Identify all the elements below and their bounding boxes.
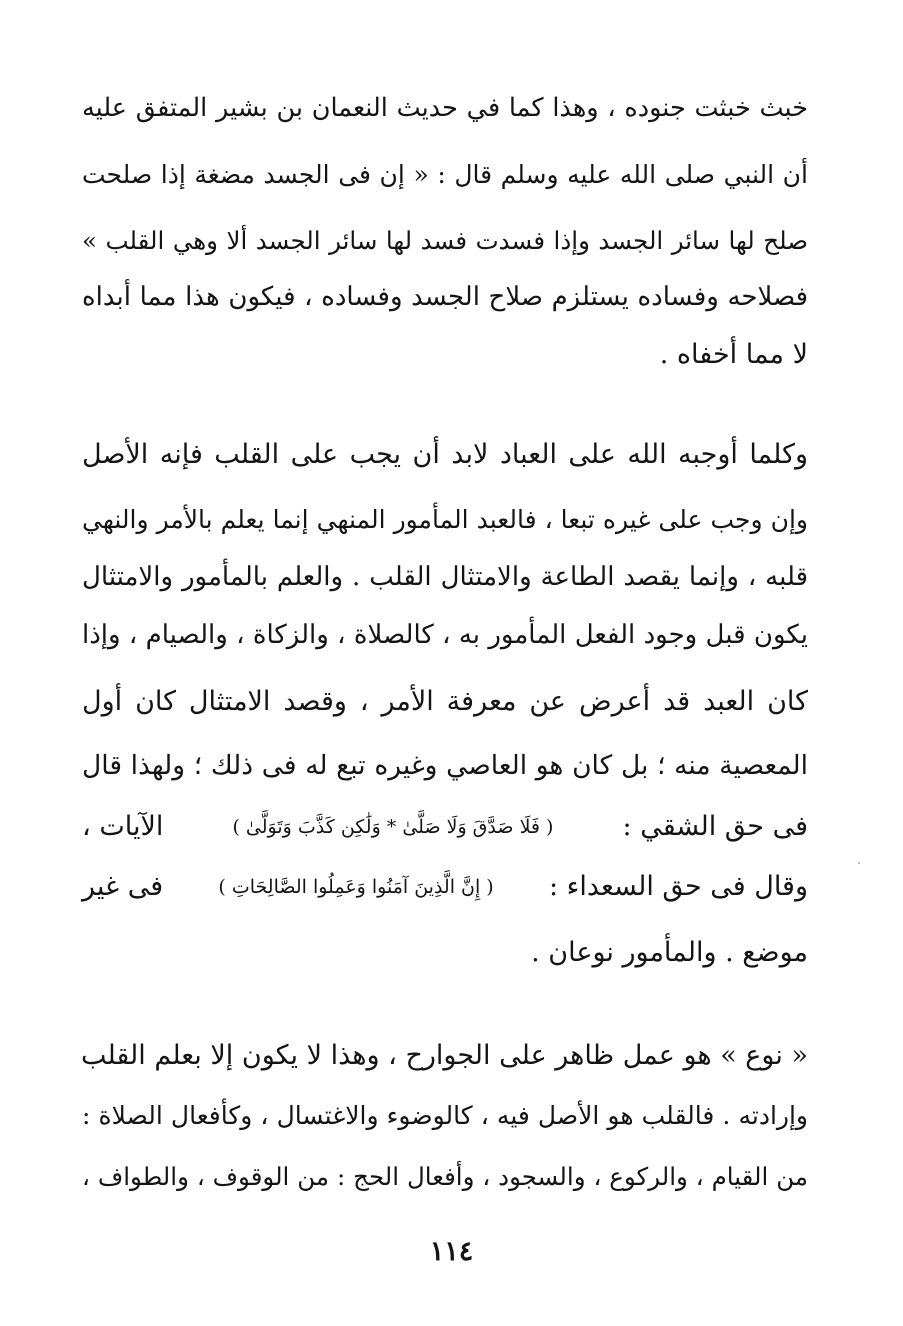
text-line: وكلما أوجبه الله على العباد لابد أن يجب على القلب فإنه الأصل: [82, 439, 808, 470]
text-line: من القيام ، والركوع ، والسجود ، وأفعال الحج : من الوقوف ، والطواف ،: [82, 1162, 808, 1191]
verse-tail: الآيات ،: [82, 811, 164, 842]
scan-speck: [858, 862, 860, 864]
page-number: ١١٤: [429, 1236, 474, 1267]
text-line: كان العبد قد أعرض عن معرفة الأمر ، وقصد الامتثال كان أول: [82, 686, 808, 717]
text-line: المعصية منه ؛ بل كان هو العاصي وغيره تبع له فى ذلك ؛ ولهذا قال: [82, 750, 808, 781]
text-line: فصلاحه وفساده يستلزم صلاح الجسد وفساده ، فيكون هذا مما أبداه: [82, 282, 808, 312]
text-line: « نوع » هو عمل ظاهر على الجوارح ، وهذا لا يكون إلا بعلم القلب: [80, 1040, 808, 1071]
quran-quote: ( فَلَا صَدَّقَ وَلَا صَلَّىٰ * وَلَٰكِن كَذَّبَ وَتَوَلَّىٰ ): [232, 816, 554, 838]
verse-lead: فى حق الشقي :: [622, 811, 808, 842]
text-line: صلح لها سائر الجسد وإذا فسدت فسد لها سائر الجسد ألا وهي القلب »: [82, 226, 808, 255]
verse-tail: فى غير: [82, 871, 164, 902]
text-line: وإن وجب على غيره تبعا ، فالعبد المأمور المنهي إنما يعلم بالأمر والنهي: [82, 505, 808, 534]
quran-quote: ( إِنَّ الَّذِينَ آمَنُوا وَعَمِلُوا الصَّالِحَاتِ ): [218, 876, 494, 898]
text-line: قلبه ، وإنما يقصد الطاعة والامتثال القلب . والعلم بالمأمور والامتثال: [82, 562, 808, 592]
text-line: خبث خبثت جنوده ، وهذا كما في حديث النعمان بن بشير المتفق عليه: [82, 93, 808, 123]
text-line: وإرادته . فالقلب هو الأصل فيه ، كالوضوء والاغتسال ، وكأفعال الصلاة :: [82, 1101, 808, 1130]
text-line: أن النبي صلى الله عليه وسلم قال : « إن فى الجسد مضغة إذا صلحت: [82, 160, 808, 189]
text-line: موضع . والمأمور نوعان .: [531, 937, 808, 968]
verse-lead: وقال فى حق السعداء :: [548, 871, 808, 902]
text-line: يكون قبل وجود الفعل المأمور به ، كالصلاة ، والزكاة ، والصيام ، وإذا: [82, 620, 808, 650]
quran-verse-line: [82, 797, 808, 857]
quran-verse-line: [82, 857, 808, 917]
text-line: لا مما أخفاه .: [659, 339, 808, 370]
